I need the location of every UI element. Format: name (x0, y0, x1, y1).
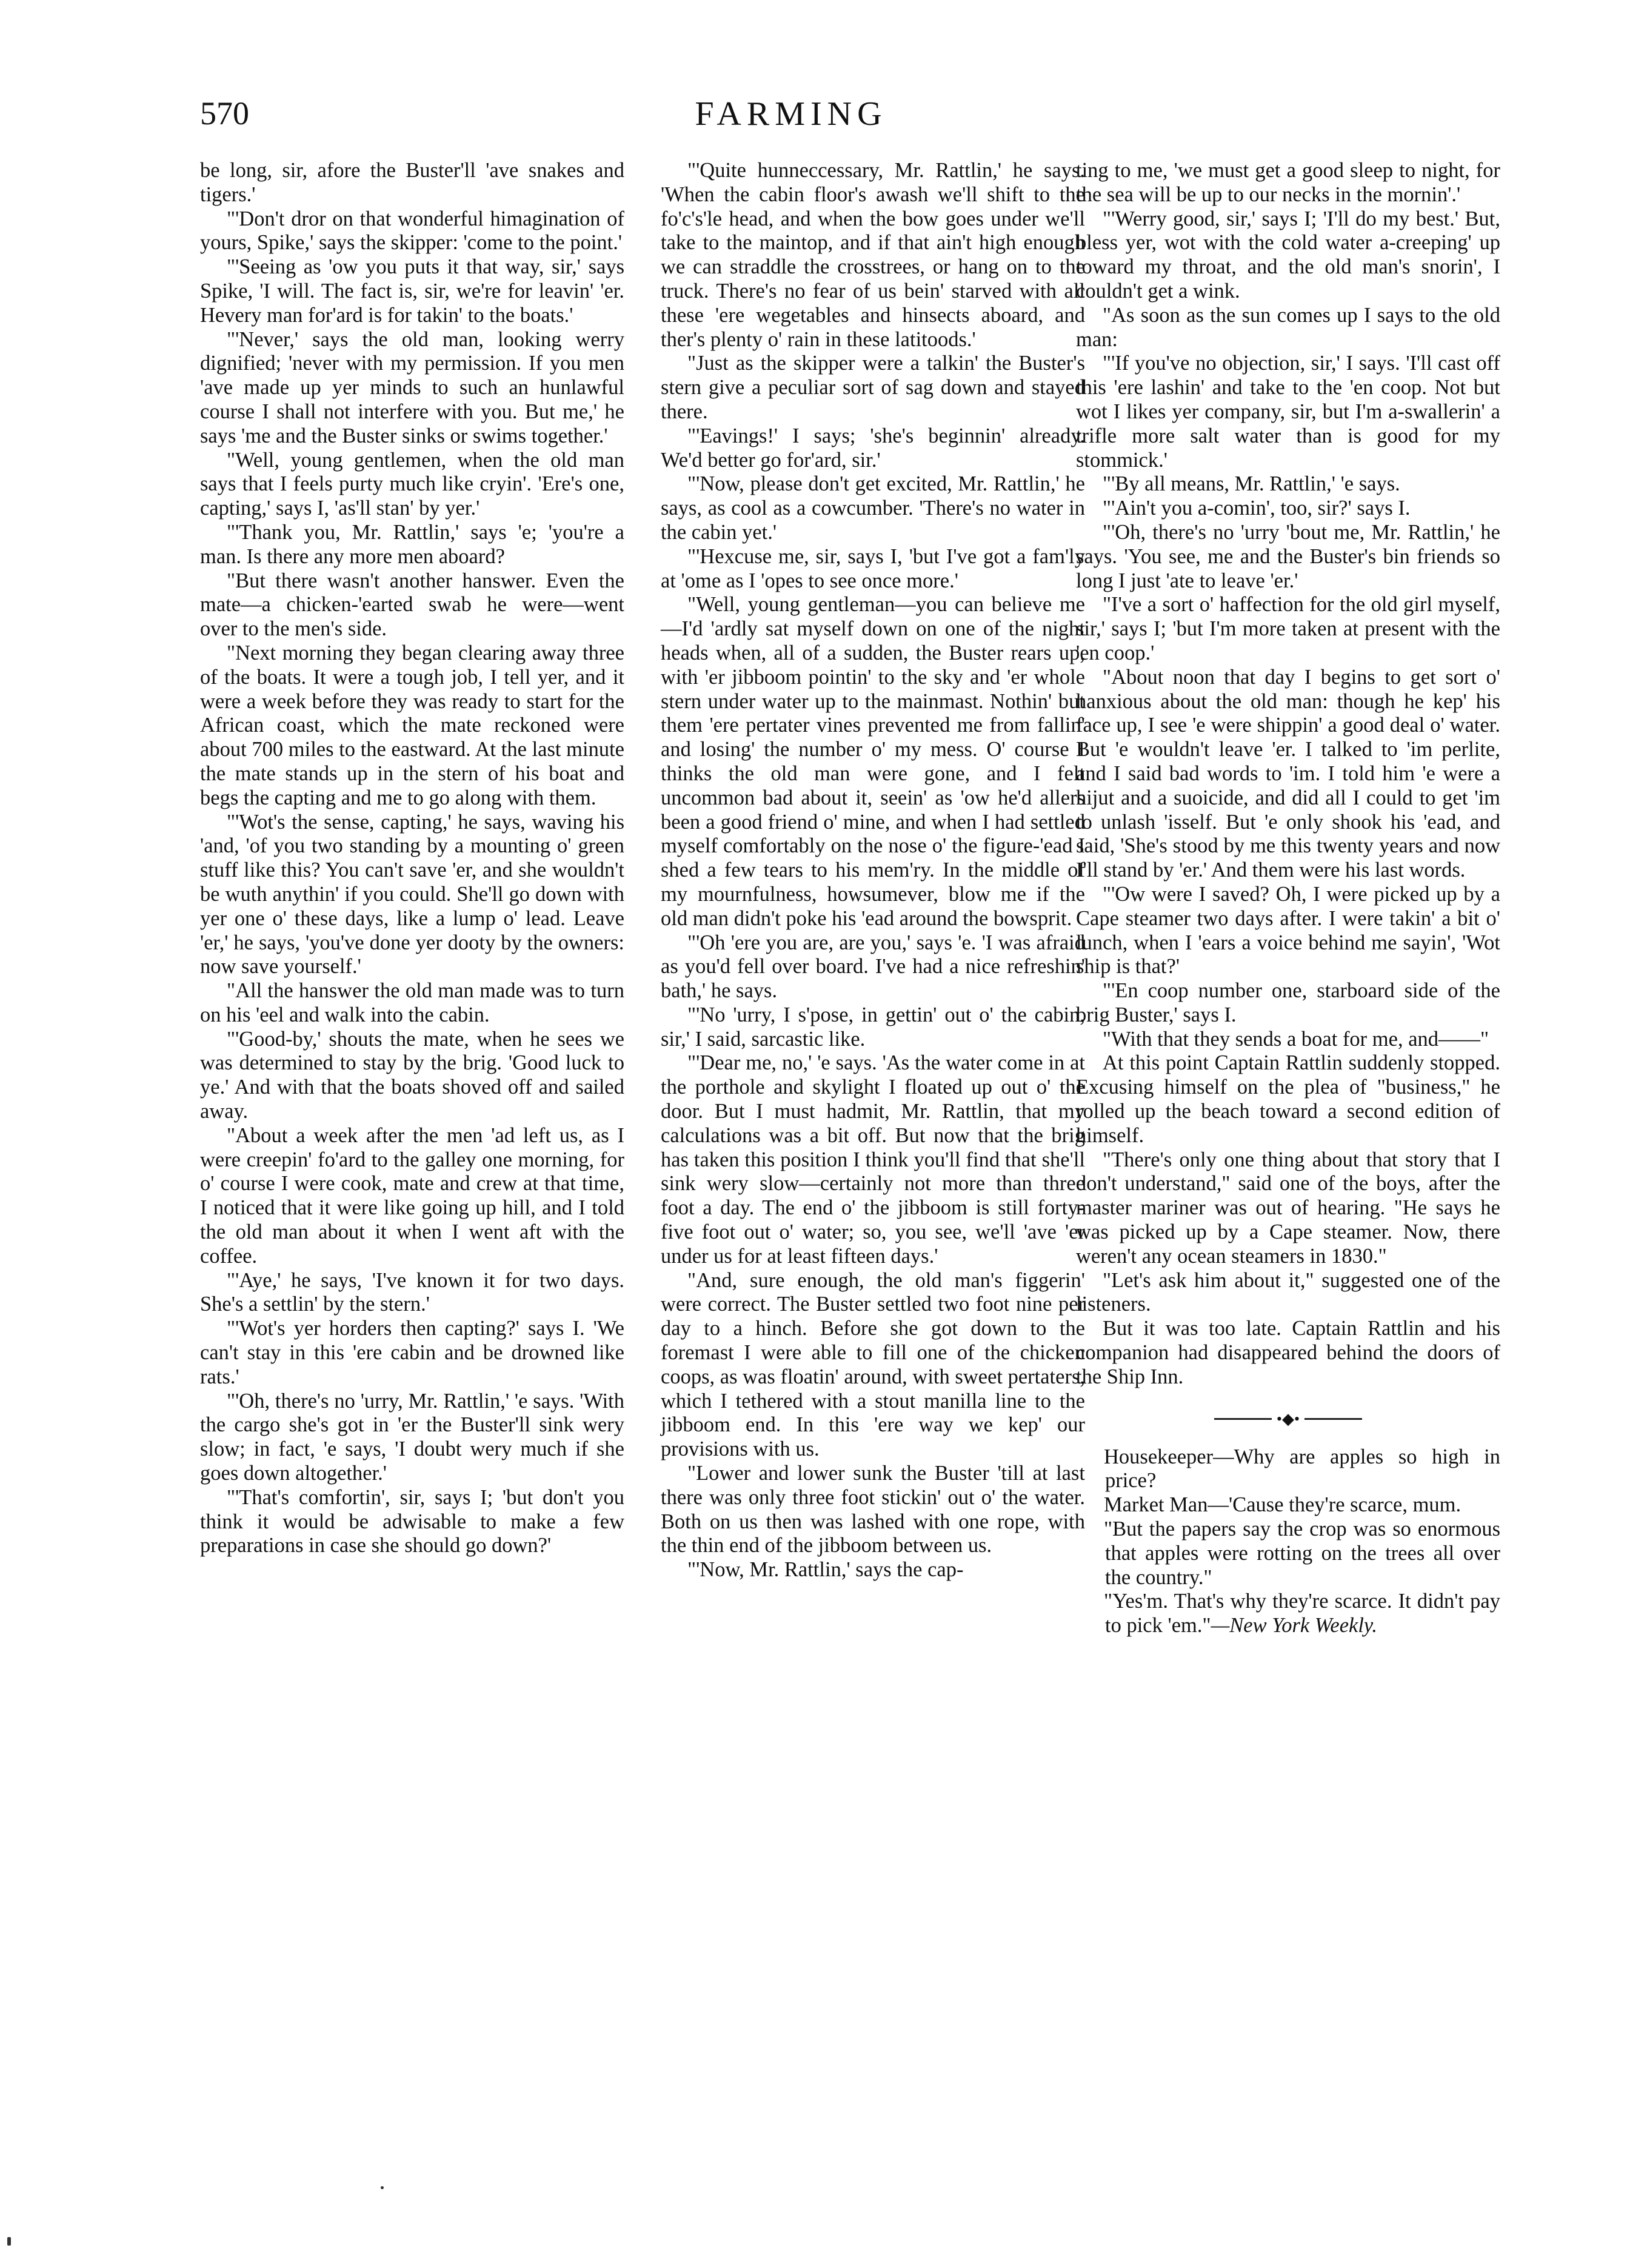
paragraph: "Let's ask him about it," suggested one of the listeners. (1076, 1268, 1500, 1316)
paragraph: "Next morning they began clearing away three of the boats. It were a tough job, I tell yer, and it were a week before they was ready to start for the African coast, which the mate reckoned were about 700 miles to the eastward. At the last minute the mate stands up in the stern of his boat and begs the capting and me to go along with them. (200, 641, 624, 809)
joke-paragraph (1076, 1590, 1500, 1638)
paragraph: "'Thank you, Mr. Rattlin,' says 'e; 'you're a man. Is there any more men aboard? (200, 520, 624, 568)
joke-paragraph: "But the papers say the crop was so enormous that apples were rotting on the trees all over the country." (1104, 1517, 1500, 1589)
paragraph: "'No 'urry, I s'pose, in gettin' out o' the cabin, sir,' I said, sarcastic like. (661, 1003, 1085, 1051)
paragraph: "I've a sort o' haffection for the old girl myself, sir,' says I; 'but I'm more taken at present with the 'en coop.' (1076, 593, 1500, 664)
separator-ornament: •◆• (1276, 1410, 1300, 1428)
paragraph: At this point Captain Rattlin suddenly stopped. Excusing himself on the plea of "business," he rolled up the beach toward a second edition of himself. (1076, 1051, 1500, 1147)
paragraph: "'Oh 'ere you are, are you,' says 'e. 'I was afraid as you'd fell over board. I've had a nice refreshin' bath,' he says. (661, 931, 1085, 1003)
paragraph: "'Aye,' he says, 'I've known it for two days. She's a settlin' by the stern.' (200, 1268, 624, 1316)
joke-line: "Yes'm. That's why they're scarce. It didn't pay to pick 'em." (1104, 1590, 1500, 1637)
paragraph: "'Good-by,' shouts the mate, when he sees we was determined to stay by the brig. 'Good luck to ye.' And with that the boats shoved off and sailed away. (200, 1027, 624, 1123)
ink-speck (381, 2186, 384, 2189)
paragraph: "'Ow were I saved? Oh, I were picked up by a Cape steamer two days after. I were takin' a bit o' lunch, when I 'ears a voice behind me sayin', 'Wot ship is that?' (1076, 882, 1500, 978)
paragraph: "About a week after the men 'ad left us, as I were creepin' fo'ard to the galley one morning, for o' course I were cook, mate and crew at that time, I noticed that it were like going up hill, and I told the old man about it when I went aft with the coffee. (200, 1123, 624, 1268)
paragraph: "'If you've no objection, sir,' I says. 'I'll cast off this 'ere lashin' and take to the 'en coop. Not but wot I likes yer company, sir, but I'm a-swallerin' a trifle more salt water than is good for my stommick.' (1076, 352, 1500, 472)
paragraph: "'Dear me, no,' 'e says. 'As the water come in at the porthole and skylight I floated up out o' the door. But I must hadmit, Mr. Rattlin, that my calculations was a bit off. But now that the brig has taken this position I think you'll find that she'll sink wery slow—certainly not more than three foot a day. The end o' the jibboom is still forty-five foot out o' water; so, you see, we'll 'ave 'er under us for at least fifteen days.' (661, 1051, 1085, 1268)
paragraph: "'Quite hunneccessary, Mr. Rattlin,' he says. 'When the cabin floor's awash we'll shift to the fo'c's'le head, and when the bow goes under we'll take to the maintop, and if that ain't high enough we can straddle the crosstrees, or hang on to the truck. There's no fear of us bein' starved with all these 'ere wegetables and hinsects aboard, and ther's plenty o' rain in these latitoods.' (661, 159, 1085, 351)
paragraph: "Lower and lower sunk the Buster 'till at last there was only three foot stickin' out o' the water. Both on us then was lashed with one rope, with the thin end of the jibboom between us. (661, 1462, 1085, 1557)
section-separator (1076, 1411, 1500, 1427)
page-number: 570 (200, 95, 249, 132)
ink-speck (7, 2237, 11, 2246)
text-column-1 (200, 159, 624, 1558)
page-header (200, 95, 1382, 143)
running-head: FARMING (695, 95, 887, 133)
paragraph: "'Hexcuse me, sir, says I, 'but I've got a fam'ly at 'ome as I 'opes to see once more.' (661, 544, 1085, 592)
attribution: —New York Weekly. (1211, 1614, 1377, 1637)
paragraph: But it was too late. Captain Rattlin and his companion had disappeared behind the doors of the Ship Inn. (1076, 1317, 1500, 1388)
paragraph: "'Don't dror on that wonderful himagination of yours, Spike,' says the skipper: 'come to the point.' (200, 207, 624, 255)
paragraph: "'Now, please don't get excited, Mr. Rattlin,' he says, as cool as a cowcumber. 'There's no water in the cabin yet.' (661, 472, 1085, 544)
paragraph: "'By all means, Mr. Rattlin,' 'e says. (1103, 472, 1400, 496)
paragraph: "'Wot's yer horders then capting?' says I. 'We can't stay in this 'ere cabin and be drowned like rats.' (200, 1317, 624, 1388)
separator-rule (1214, 1418, 1272, 1420)
joke-paragraph: Housekeeper—Why are apples so high in price? (1104, 1445, 1500, 1493)
paragraph: "'Ain't you a-comin', too, sir?' says I. (1103, 497, 1411, 520)
paragraph: "'Eavings!' I says; 'she's beginnin' already. We'd better go for'ard, sir.' (661, 424, 1085, 472)
paragraph: "There's only one thing about that story that I don't understand," said one of the boys, after the master mariner was out of hearing. "He says he was picked up by a Cape steamer. Now, there weren't any ocean steamers in 1830." (1076, 1148, 1500, 1268)
paragraph: ting to me, 'we must get a good sleep to night, for the sea will be up to our necks in the mornin'.' (1076, 159, 1500, 206)
text-column-3 (1076, 159, 1500, 1638)
paragraph: "With that they sends a boat for me, and——" (1103, 1027, 1489, 1051)
paragraph: "'Never,' says the old man, looking werry dignified; 'never with my permission. If you men 'ave made up yer minds to such an hunlawful course I shall not interfere with you. But me,' he says 'me and the Buster sinks or swims together.' (200, 327, 624, 447)
paragraph: "Just as the skipper were a talkin' the Buster's stern give a peculiar sort of sag down and stayed there. (661, 352, 1085, 423)
paragraph: be long, sir, afore the Buster'll 'ave snakes and tigers.' (200, 159, 624, 206)
paragraph: "'Oh, there's no 'urry, Mr. Rattlin,' 'e says. 'With the cargo she's got in 'er the Buster'll sink wery slow; in fact, 'e says, 'I doubt wery much if she goes down altogether.' (200, 1389, 624, 1485)
paragraph: "As soon as the sun comes up I says to the old man: (1076, 303, 1500, 351)
paragraph: "Well, young gentlemen, when the old man says that I feels purty much like cryin'. 'Ere's one, capting,' says I, 'as'll stan' by yer.' (200, 448, 624, 520)
paragraph: "And, sure enough, the old man's figgerin' were correct. The Buster settled two foot nine per day to a hinch. Before she got down to the foremast I were able to fill one of the chicken coops, as was floatin' around, with sweet pertaters, which I tethered with a stout manilla line to the jibboom end. In this 'ere way we kep' our provisions with us. (661, 1268, 1085, 1461)
paragraph: "About noon that day I begins to get sort o' hanxious about the old man: though he kep' his face up, I see 'e were shippin' a good deal o' water. But 'e wouldn't leave 'er. I talked to 'im perlite, and I said bad words to 'im. I told him 'e were a hijut and a suoicide, and did all I could to get 'im to unlash 'isself. But 'e only shook his 'ead, and said, 'She's stood by me this twenty years and now I'll stand by 'er.' And them were his last words. (1076, 665, 1500, 882)
paragraph: "'Oh, there's no 'urry 'bout me, Mr. Rattlin,' he says. 'You see, me and the Buster's bin friends so long I just 'ate to leave 'er.' (1076, 520, 1500, 592)
paragraph: "All the hanswer the old man made was to turn on his 'eel and walk into the cabin. (200, 979, 624, 1026)
paragraph: "'Wot's the sense, capting,' he says, waving his 'and, 'of you two standing by a mounting o' green stuff like this? You can't save 'er, and she wouldn't be wuth anythin' if you could. She'll go down with yer one o' these days, like a lump o' lead. Leave 'er,' he says, 'you've done yer dooty by the owners: now save yourself.' (200, 810, 624, 978)
paragraph: "'Werry good, sir,' says I; 'I'll do my best.' But, bless yer, wot with the cold water a-creeping' up toward my throat, and the old man's snorin', I couldn't get a wink. (1076, 207, 1500, 303)
paragraph: "But there wasn't another hanswer. Even the mate—a chicken-'earted swab he were—went over to the men's side. (200, 569, 624, 641)
separator-rule (1304, 1418, 1362, 1420)
paragraph: "'Now, Mr. Rattlin,' says the cap- (687, 1558, 964, 1582)
paragraph: "'Seeing as 'ow you puts it that way, sir,' says Spike, 'I will. The fact is, sir, we're for leavin' 'er. Hevery man for'ard is for takin' to the boats.' (200, 255, 624, 327)
joke-paragraph: Market Man—'Cause they're scarce, mum. (1104, 1493, 1461, 1517)
paragraph: "'En coop number one, starboard side of the brig Buster,' says I. (1076, 979, 1500, 1026)
paragraph: "Well, young gentleman—you can believe me—I'd 'ardly sat myself down on one of the night heads when, all of a sudden, the Buster rears up, with 'er jibboom pointin' to the sky and 'er whole stern under water up to the mainmast. Nothin' but them 'ere pertater vines prevented me from fallin' and losing' the number o' my mess. O' course I thinks the old man were gone, and I felt uncommon bad about it, seein' as 'ow he'd allers been a good friend o' mine, and when I had settled myself comfortably on the nose o' the figure-'ead I shed a few tears to his mem'ry. In the middle of my mournfulness, howsumever, blow me if the old man didn't poke his 'ead around the bowsprit. (661, 593, 1085, 930)
paragraph: "'That's comfortin', sir, says I; 'but don't you think it would be adwisable to make a few preparations in case she should go down?' (200, 1485, 624, 1557)
text-column-2 (661, 159, 1085, 1582)
